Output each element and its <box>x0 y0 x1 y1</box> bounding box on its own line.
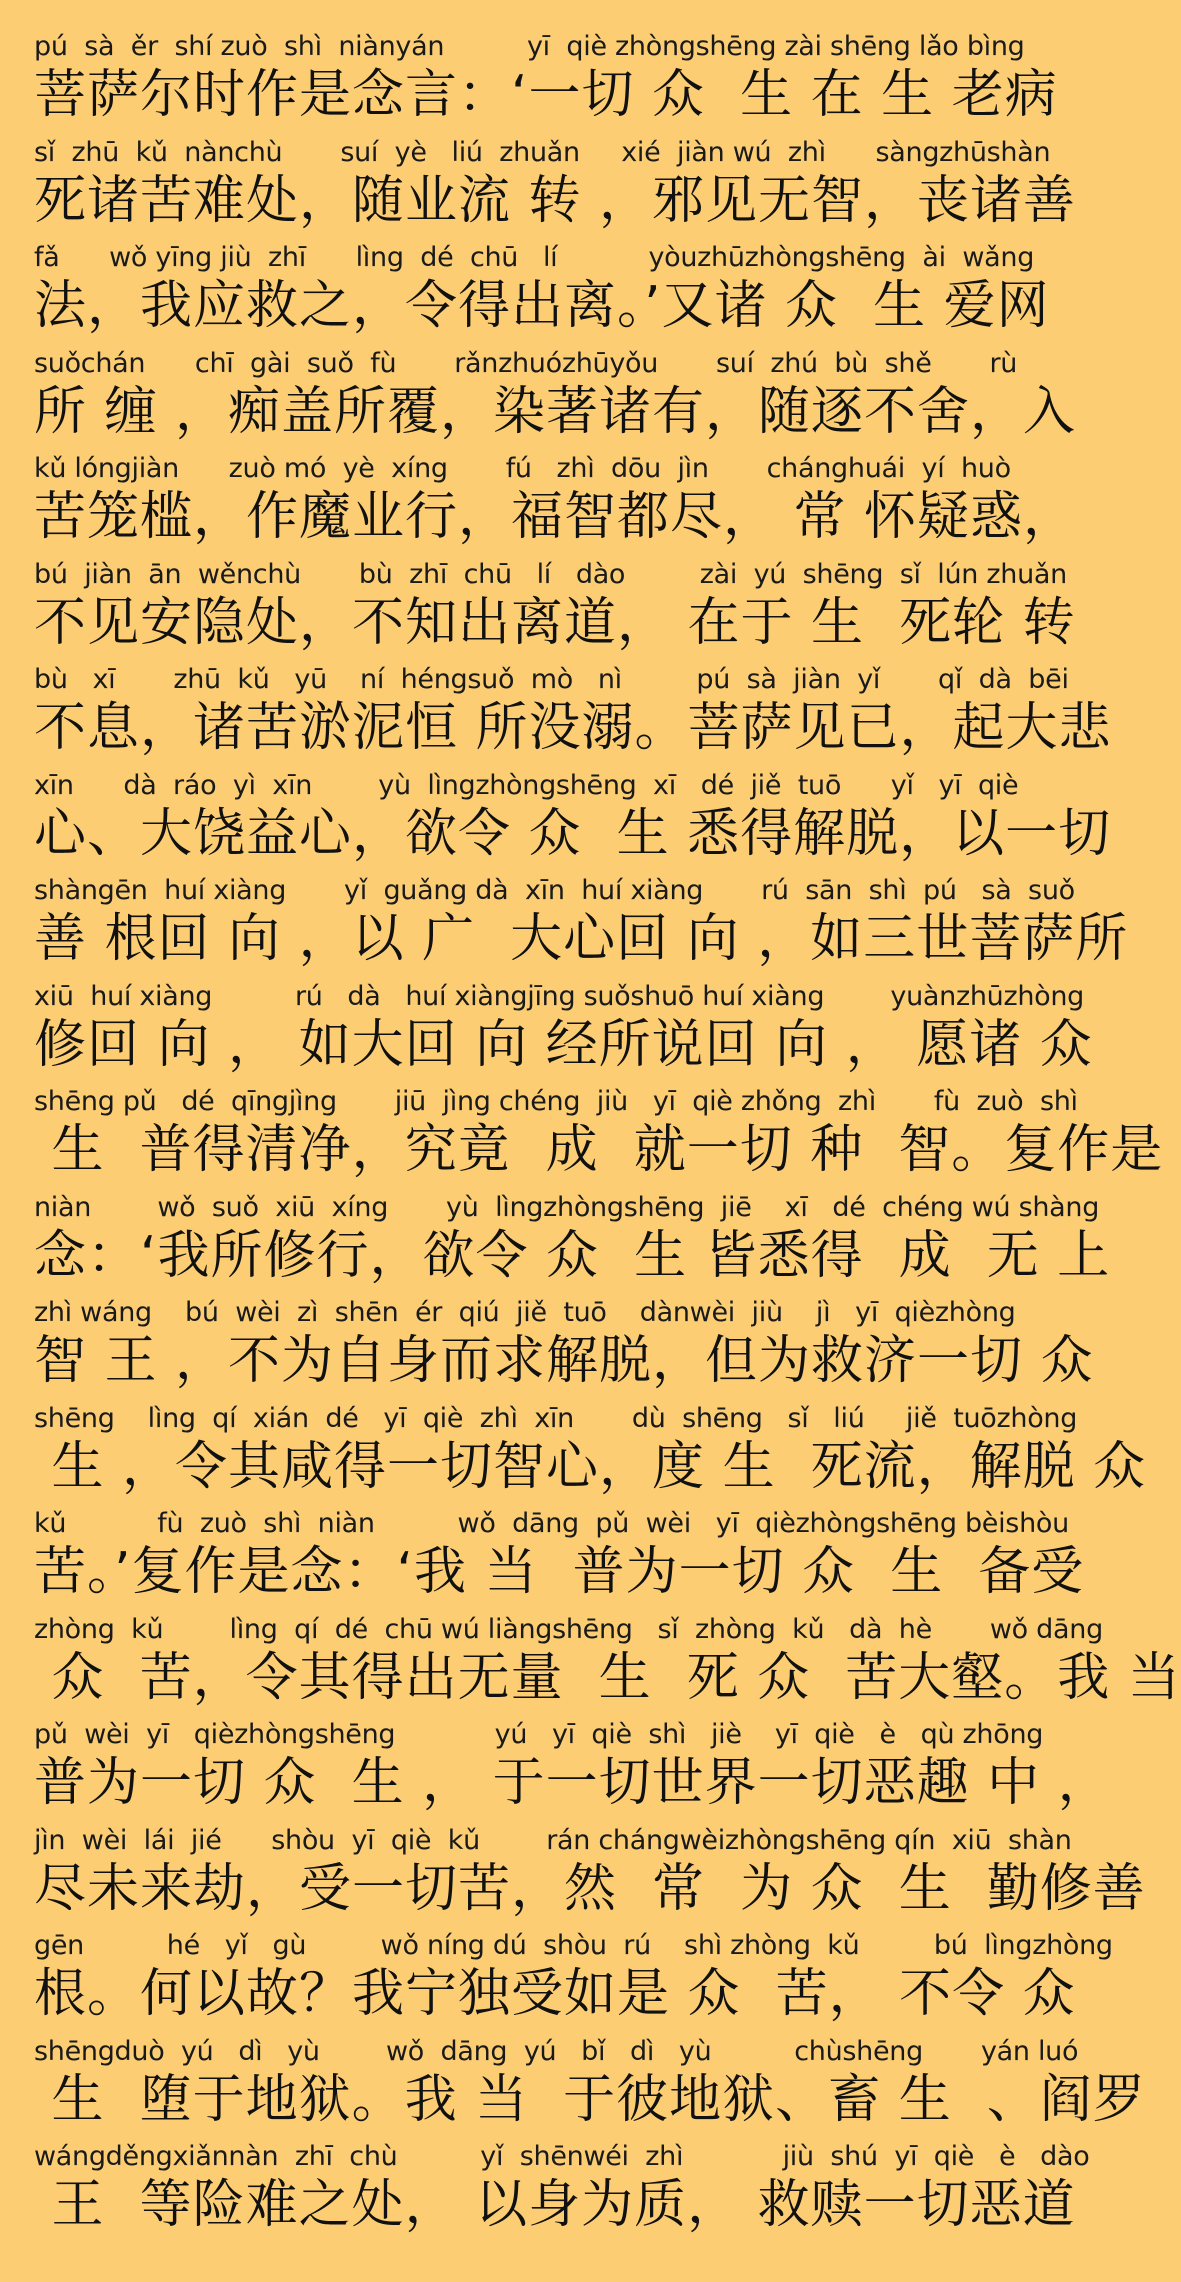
pinyin-row: fǎ wǒ yīng jiù zhī lìng dé chū lí yòuzhūzhòngshēng ài wǎng <box>34 242 1035 273</box>
hanzi-row: 不见安隐处，不知出离道， 在于 生 死轮 转 <box>34 592 1076 653</box>
text-line-18 <box>34 1824 1146 1930</box>
text-line-19 <box>34 1929 1113 2035</box>
pinyin-row: zhì wáng bú wèi zì shēn ér qiú jiě tuō dànwèi jiù jì yī qièzhòng <box>34 1297 1016 1328</box>
hanzi-row: 善 根回 向 ，以 广 大心回 向 ，如三世菩萨所 <box>34 909 1129 969</box>
text-line-20 <box>34 2035 1146 2141</box>
pinyin-row: pú sà ěr shí zuò shì niànyán yī qiè zhòngshēng zài shēng lǎo bìng <box>34 31 1025 62</box>
pinyin-row: shàngēn huí xiàng yǐ guǎng dà xīn huí xiàng rú sān shì pú sà suǒ <box>34 875 1075 906</box>
hanzi-row: 念：‘我所修行，欲令 众 生 皆悉得 成 无 上 <box>34 1225 1111 1286</box>
hanzi-row: 众 苦，令其得出无量 生 死 众 苦大壑。我 当 <box>34 1647 1181 1708</box>
text-line-11 <box>34 1085 1164 1191</box>
text-line-13 <box>34 1296 1094 1402</box>
text-line-12 <box>34 1191 1111 1297</box>
pinyin-row: sǐ zhū kǔ nànchù suí yè liú zhuǎn xié jiàn wú zhì sàngzhūshàn <box>34 136 1051 168</box>
hanzi-row: 苦笼槛，作魔业行，福智都尽， 常 怀疑惑， <box>34 487 1077 547</box>
text-line-16 <box>34 1613 1181 1719</box>
hanzi-row: 苦。’复作是念：‘我 当 普为一切 众 生 备受 <box>34 1542 1085 1602</box>
text-line-3 <box>34 241 1050 347</box>
pinyin-row: wángděngxiǎnnàn zhī chù yǐ shēnwéi zhì jiù shú yī qiè è dào <box>34 2141 1090 2172</box>
hanzi-row: 王 等险难之处， 以身为质， 救赎一切恶道 <box>34 2175 1076 2235</box>
text-line-15 <box>34 1507 1085 1613</box>
pinyin-row: gēn hé yǐ gù wǒ níng dú shòu rú shì zhòng kǔ bú lìngzhòng <box>34 1930 1113 1961</box>
hanzi-row: 尽未来劫，受一切苦，然 常 为 众 生 勤修善 <box>34 1858 1146 1919</box>
text-line-2 <box>34 136 1077 242</box>
hanzi-row: 智 王 ，不为自身而求解脱，但为救济一切 众 <box>34 1331 1094 1391</box>
text-line-17 <box>34 1718 1111 1824</box>
hanzi-row: 所 缠 ，痴盖所覆，染著诸有，随逐不舍，入 <box>34 381 1077 442</box>
pinyin-row: shēng lìng qí xián dé yī qiè zhì xīn dù shēng sǐ liú jiě tuōzhòng <box>34 1402 1078 1434</box>
text-line-1 <box>34 30 1058 136</box>
text-line-14 <box>34 1402 1147 1508</box>
pinyin-row: zhòng kǔ lìng qí dé chū wú liàngshēng sǐ zhòng kǔ dà hè wǒ dāng <box>34 1613 1103 1645</box>
hanzi-row: 生 普得清净，究竟 成 就一切 种 智。复作是 <box>34 1120 1164 1180</box>
pinyin-row: pǔ wèi yī qièzhòngshēng yú yī qiè shì jiè yī qiè è qù zhōng <box>34 1719 1044 1750</box>
text-line-5 <box>34 452 1077 558</box>
pinyin-row: kǔ fù zuò shì niàn wǒ dāng pǔ wèi yī qièzhòngshēng bèishòu <box>34 1508 1069 1539</box>
hanzi-row: 根。何以故？我宁独受如是 众 苦， 不令 众 <box>34 1964 1076 2024</box>
hanzi-row: 心、大饶益心，欲令 众 生 悉得解脱，以一切 <box>34 803 1112 864</box>
text-line-9 <box>34 874 1129 980</box>
hanzi-row: 生 ，令其咸得一切智心，度 生 死流，解脱 众 <box>34 1436 1147 1497</box>
pinyin-row: suǒchán chī gài suǒ fù rǎnzhuózhūyǒu suí zhú bù shě rù <box>34 347 1018 379</box>
hanzi-row: 不息，诸苦淤泥恒 所没溺。菩萨见已，起大悲 <box>34 698 1112 758</box>
pinyin-row: bù xī zhū kǔ yū ní héngsuǒ mò nì pú sà jiàn yǐ qǐ dà bēi <box>34 664 1069 695</box>
hanzi-row: 法，我应救之，令得出离。’又诸 众 生 爱网 <box>34 276 1050 336</box>
hanzi-row: 死诸苦难处，随业流 转 ，邪见无智，丧诸善 <box>34 170 1077 231</box>
pinyin-row: xiū huí xiàng rú dà huí xiàngjīng suǒshuō huí xiàng yuànzhūzhòng <box>34 980 1085 1012</box>
pinyin-row: shēng pǔ dé qīngjìng jiū jìng chéng jiù yī qiè zhǒng zhì fù zuò shì <box>34 1086 1078 1117</box>
text-line-7 <box>34 663 1112 769</box>
hanzi-row: 菩萨尔时作是念言：‘一切 众 生 在 生 老病 <box>34 65 1058 125</box>
pinyin-row: niàn wǒ suǒ xiū xíng yù lìngzhòngshēng jiē xī dé chéng wú shàng <box>34 1191 1100 1223</box>
text-line-8 <box>34 769 1112 875</box>
pinyin-row: kǔ lóngjiàn zuò mó yè xíng fú zhì dōu jìn chánghuái yí huò <box>34 453 1011 484</box>
pinyin-row: jìn wèi lái jié shòu yī qiè kǔ rán chángwèizhòngshēng qín xiū shàn <box>34 1824 1072 1856</box>
pinyin-row: shēngduò yú dì yù wǒ dāng yú bǐ dì yù chùshēng yán luó <box>34 2035 1079 2067</box>
hanzi-row: 修回 向 ， 如大回 向 经所说回 向 ， 愿诸 众 <box>34 1014 1093 1075</box>
hanzi-row: 生 堕于地狱。我 当 于彼地狱、畜 生 、阎罗 <box>34 2069 1146 2130</box>
pinyin-row: bú jiàn ān wěnchù bù zhī chū lí dào zài yú shēng sǐ lún zhuǎn <box>34 558 1067 590</box>
pinyin-row: xīn dà ráo yì xīn yù lìngzhòngshēng xī dé jiě tuō yǐ yī qiè <box>34 769 1019 801</box>
hanzi-row: 普为一切 众 生 ， 于一切世界一切恶趣 中 ， <box>34 1753 1111 1813</box>
text-line-21 <box>34 2140 1090 2246</box>
text-line-10 <box>34 980 1093 1086</box>
text-line-6 <box>34 558 1076 664</box>
text-line-4 <box>34 347 1077 453</box>
